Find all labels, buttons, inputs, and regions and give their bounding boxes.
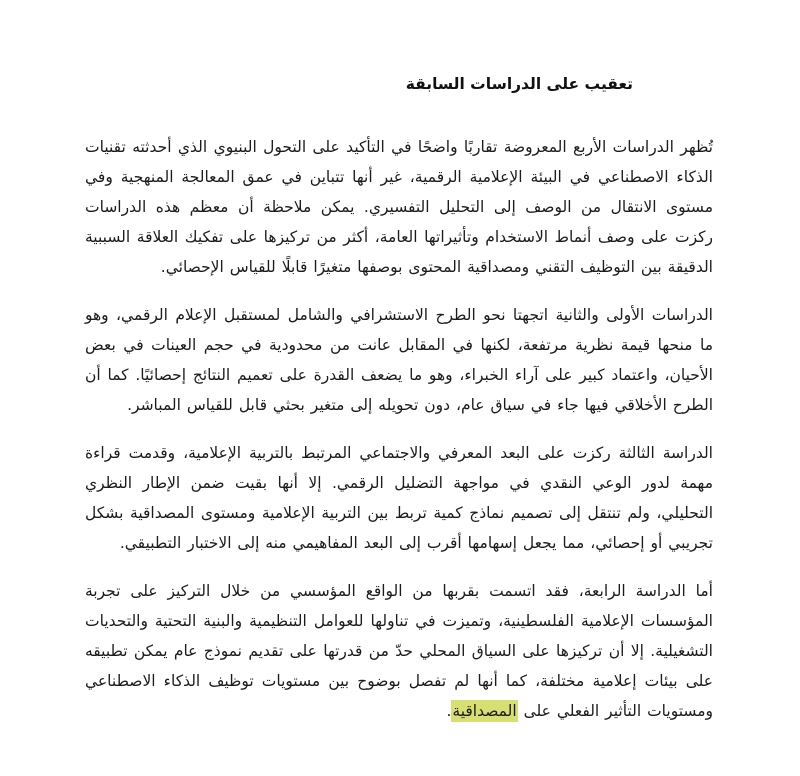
highlighted-text: المصداقية bbox=[452, 702, 517, 720]
paragraph: تُظهر الدراسات الأربع المعروضة تقاربًا واضحًا في التأكيد على التحول البنيوي الذي أحدثته تقنيات الذكاء الاصطناعي في البيئة الإعلامية الرقمية، غير أنها تتباين في عمق المعالجة المنهجية وفي مستوى الانتقال من الوصف إلى التحليل التفسيري. يمكن ملاحظة أن معظم هذه الدراسات ركزت على وصف أنماط الاستخدام وتأثيراتها العامة، أكثر من تركيزها على تفكيك العلاقة السببية الدقيقة بين التوظيف التقني ومصداقية المحتوى بوصفها متغيرًا قابلًا للقياس الإحصائي. bbox=[85, 138, 713, 276]
paragraph: الدراسات الأولى والثانية اتجهتا نحو الطرح الاستشرافي والشامل لمستقبل الإعلام الرقمي، وهو ما منحها قيمة نظرية مرتفعة، لكنها في المقابل عانت من محدودية في حجم العينات في بعض الأحيان، واعتماد كبير على آراء الخبراء، وهو ما يضعف القدرة على تعميم النتائج إحصائيًا. كما أن الطرح الأخلاقي فيها جاء في سياق عام، دون تحويله إلى متغير بحثي قابل للقياس المباشر. bbox=[85, 306, 713, 414]
paragraph: الدراسة الثالثة ركزت على البعد المعرفي والاجتماعي المرتبط بالتربية الإعلامية، وقدمت قراءة مهمة لدور الوعي النقدي في مواجهة التضليل الرقمي. إلا أنها بقيت ضمن الإطار النظري التحليلي، ولم تنتقل إلى تصميم نماذج كمية تربط بين التربية الإعلامية ومستوى المصداقية بشكل تجريبي أو إحصائي، مما يجعل إسهامها أقرب إلى البعد المفاهيمي منه إلى الاختبار التطبيقي. bbox=[85, 444, 713, 552]
paragraph-text: أما الدراسة الرابعة، فقد اتسمت بقربها من الواقع المؤسسي من خلال التركيز على تجربة المؤسسات الإعلامية الفلسطينية، وتميزت في تناولها للعوامل التنظيمية والبنية التحتية والتحديات التشغيلية. إلا أن تركيزها على السياق المحلي حدّ من قدرتها على تقديم نموذج عام يمكن تطبيقه على بيئات إعلامية مختلفة، كما أنها لم تفصل بوضوح بين مستويات توظيف الذكاء الاصطناعي ومستويات التأثير الفعلي على bbox=[85, 582, 713, 720]
paragraph-text: . bbox=[446, 702, 452, 720]
paragraph bbox=[85, 576, 713, 726]
section-title: تعقيب على الدراسات السابقة bbox=[405, 75, 633, 93]
